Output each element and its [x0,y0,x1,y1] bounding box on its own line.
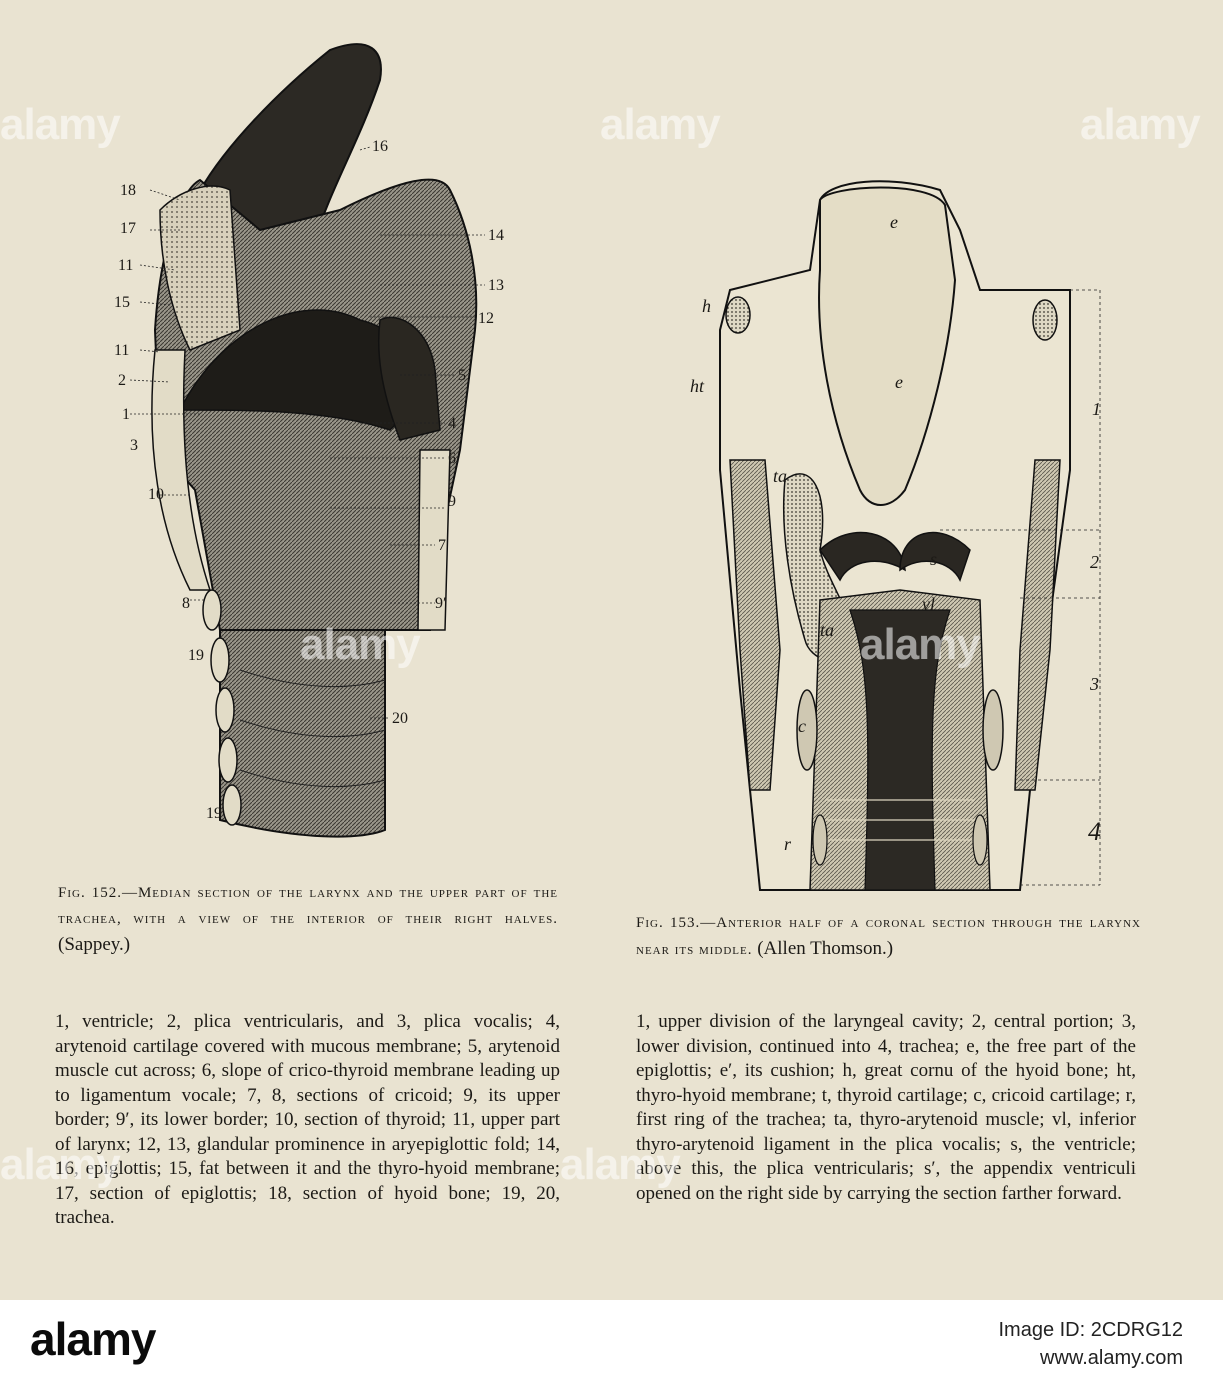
watermark: alamy [860,620,980,669]
label-10: 10 [148,486,164,503]
label-15: 15 [114,294,130,311]
label-11-upper: 11 [118,257,134,274]
watermark: alamy [0,1140,120,1189]
label-7: 7 [438,537,446,554]
label-e-cushion: e [895,372,903,392]
label-18: 18 [120,182,136,199]
label-ht: ht [690,376,705,396]
figure-152-credit: (Sappey.) [58,934,131,955]
label-8: 8 [182,595,190,612]
label-19-lower: 19 [206,805,222,822]
figure-153-credit: (Allen Thomson.) [757,938,894,959]
label-13: 13 [488,277,504,294]
label-division-2: 2 [1090,552,1099,572]
label-19-upper: 19 [188,647,204,664]
label-h: h [702,296,711,316]
figure-152-caption-text: Fig. 152.—Median section of the larynx and the upper part of the trachea, with a view of the interior of their right halves. [58,885,559,927]
label-r: r [784,834,792,854]
label-e-free-part: e [890,212,898,232]
label-vl: vl [922,594,935,614]
larynx-coronal-section-illustration [690,170,1120,900]
label-6: 6 [448,450,456,467]
label-ta-upper: ta [773,466,788,486]
watermark: alamy [0,100,120,149]
figure-153-legend: 1, upper division of the laryngeal cavity; 2, central portion; 3, lower division, continued into 4, trachea; e, the free part of the epiglottis; e′, its cushion; h, great cornu of the hyoid bone; ht, thyro-hyoid membrane; t, thyroid cartilage; c, cricoid cartilage; r, first ring of the trachea; ta, thyro-arytenoid muscle; vl, inferior thyro-arytenoid ligament in the plica vocalis; s, the ventricle; above this, the plica ventricularis; s′, the appendix ventriculi opened on the right side by carrying the section farther forward. [636,1011,1136,1204]
label-s: s [930,549,938,569]
alamy-logo: alamy [30,1313,156,1365]
label-division-1: 1 [1092,399,1101,419]
label-9-prime: 9′ [435,595,447,612]
label-1: 1 [122,406,130,423]
label-20: 20 [392,710,408,727]
figure-152-caption [58,880,558,959]
label-17: 17 [120,220,136,237]
figure-153-caption [636,910,1141,963]
watermark: alamy [600,100,720,149]
label-12: 12 [478,310,494,327]
label-16: 16 [372,138,388,155]
larynx-median-section-illustration [100,30,520,850]
label-14: 14 [488,227,504,244]
label-c: c [798,716,806,736]
label-2: 2 [118,372,126,389]
watermark: alamy [560,1140,680,1189]
watermark: alamy [300,620,420,669]
label-4: 4 [448,415,456,432]
label-5: 5 [458,367,466,384]
label-division-3: 3 [1090,674,1099,694]
label-division-4: 4 [1088,817,1101,846]
label-11-lower: 11 [114,342,130,359]
label-3: 3 [130,437,138,454]
watermark: alamy [1080,100,1200,149]
label-ta-lower: ta [820,620,835,640]
image-id: Image ID: 2CDRG12 [998,1319,1183,1341]
label-9: 9 [448,493,456,510]
figure-153-caption-text: Fig. 153.—Anterior half of a coronal section through the larynx near its middle. [636,915,1141,958]
figure-152-legend: 1, ventricle; 2, plica ventricularis, and 3, plica vocalis; 4, arytenoid cartilage covered with mucous membrane; 5, arytenoid muscle cut across; 6, slope of crico-thyroid membrane leading up to ligamentum vocale; 7, 8, sections of cricoid; 9, its upper border; 9′, its lower border; 10, section of thyroid; 11, upper part of larynx; 12, 13, glandular prominence in aryepiglottic fold; 14, 16, epiglottis; 15, fat between it and the thyro-hyoid membrane; 17, section of epiglottis; 18, section of hyoid bone; 19, 20, trachea. [55,1011,560,1228]
stock-footer [0,1300,1223,1390]
site-url: www.alamy.com [1040,1347,1183,1369]
image-id-block [998,1316,1183,1372]
